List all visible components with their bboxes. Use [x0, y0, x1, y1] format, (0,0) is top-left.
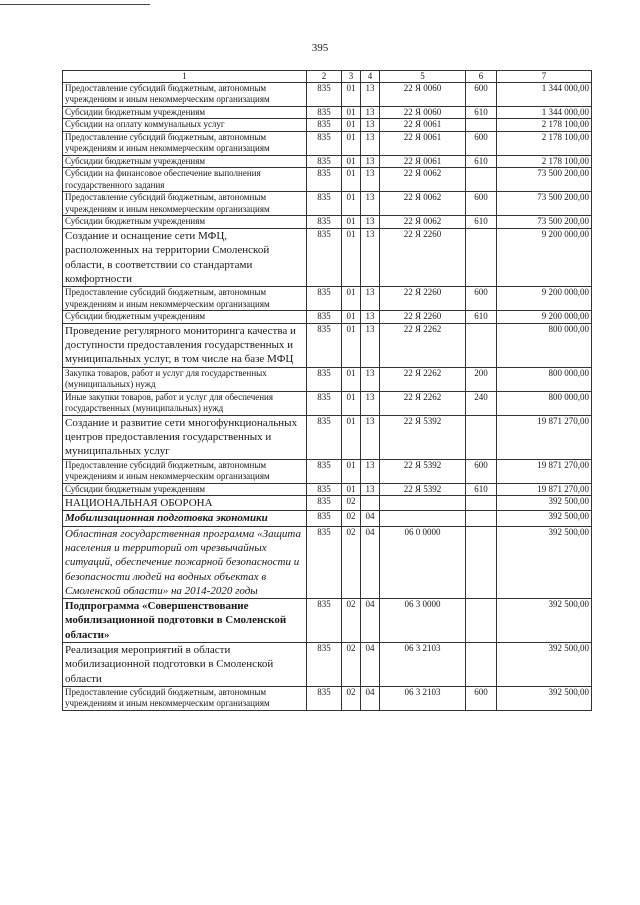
row-target-article: 22 Я 5392	[380, 459, 466, 483]
row-subsection: 13	[361, 192, 380, 216]
row-subsection: 13	[361, 82, 380, 106]
row-admin-code: 835	[307, 526, 342, 598]
corner-line	[0, 4, 150, 5]
row-target-article: 22 Я 0060	[380, 106, 466, 119]
row-subsection: 13	[361, 415, 380, 459]
row-amount: 800 000,00	[497, 391, 592, 415]
row-expense-type	[466, 323, 497, 367]
row-target-article: 22 Я 2260	[380, 228, 466, 286]
table-row	[63, 216, 592, 229]
row-amount: 2 178 100,00	[497, 155, 592, 168]
table-row	[63, 367, 592, 391]
row-target-article: 22 Я 5392	[380, 415, 466, 459]
row-admin-code: 835	[307, 119, 342, 132]
row-name: Субсидии бюджетным учреждениям	[63, 155, 307, 168]
row-amount: 392 500,00	[497, 526, 592, 598]
table-row	[63, 228, 592, 286]
row-expense-type	[466, 511, 497, 526]
row-name: Подпрограмма «Совершенствование мобилизационной подготовки в Смоленской области»	[63, 599, 307, 643]
table-row	[63, 459, 592, 483]
row-subsection: 13	[361, 168, 380, 192]
row-name: Предоставление субсидий бюджетным, автономным учреждениям и иным некоммерческим организациям	[63, 82, 307, 106]
table-row	[63, 155, 592, 168]
row-expense-type: 610	[466, 311, 497, 324]
header-cell: 5	[380, 71, 466, 83]
table-row	[63, 287, 592, 311]
row-amount: 800 000,00	[497, 367, 592, 391]
row-name: Субсидии бюджетным учреждениям	[63, 106, 307, 119]
row-amount: 392 500,00	[497, 599, 592, 643]
row-target-article: 22 Я 5392	[380, 483, 466, 496]
row-section: 01	[342, 323, 361, 367]
row-expense-type: 600	[466, 287, 497, 311]
row-expense-type: 600	[466, 82, 497, 106]
row-amount: 9 200 000,00	[497, 228, 592, 286]
row-target-article: 22 Я 2262	[380, 323, 466, 367]
table-row	[63, 483, 592, 496]
row-expense-type	[466, 415, 497, 459]
row-expense-type: 600	[466, 131, 497, 155]
row-name: Иные закупки товаров, работ и услуг для обеспечения государственных (муниципальных) нужд	[63, 391, 307, 415]
row-target-article: 22 Я 0061	[380, 155, 466, 168]
row-target-article: 22 Я 0062	[380, 168, 466, 192]
table-row	[63, 106, 592, 119]
row-admin-code: 835	[307, 367, 342, 391]
row-admin-code: 835	[307, 415, 342, 459]
table-body	[63, 71, 592, 711]
row-name: Субсидии на оплату коммунальных услуг	[63, 119, 307, 132]
row-target-article: 22 Я 2262	[380, 391, 466, 415]
row-name: Субсидии на финансовое обеспечение выполнения государственного задания	[63, 168, 307, 192]
row-subsection: 13	[361, 459, 380, 483]
table-row	[63, 526, 592, 598]
header-row	[63, 71, 592, 83]
row-expense-type: 600	[466, 459, 497, 483]
row-subsection: 13	[361, 106, 380, 119]
row-section: 01	[342, 311, 361, 324]
row-amount: 392 500,00	[497, 686, 592, 710]
row-amount: 1 344 000,00	[497, 82, 592, 106]
row-amount: 392 500,00	[497, 511, 592, 526]
row-amount: 2 178 100,00	[497, 131, 592, 155]
row-target-article: 22 Я 2260	[380, 287, 466, 311]
row-amount: 9 200 000,00	[497, 287, 592, 311]
row-section: 01	[342, 168, 361, 192]
row-target-article	[380, 511, 466, 526]
row-name: Мобилизационная подготовка экономики	[63, 511, 307, 526]
row-expense-type: 610	[466, 216, 497, 229]
row-admin-code: 835	[307, 391, 342, 415]
row-expense-type	[466, 526, 497, 598]
row-target-article: 22 Я 0061	[380, 119, 466, 132]
row-subsection: 13	[361, 391, 380, 415]
row-amount: 2 178 100,00	[497, 119, 592, 132]
row-expense-type: 610	[466, 106, 497, 119]
row-admin-code: 835	[307, 496, 342, 511]
row-name: Областная государственная программа «Защита населения и территорий от чрезвычайных ситуаций, обеспечение пожарной безопасности и безопасности людей на водных объектах в Смоленской области» на 2014-2020 годы	[63, 526, 307, 598]
row-subsection: 13	[361, 216, 380, 229]
row-expense-type	[466, 119, 497, 132]
row-subsection: 04	[361, 526, 380, 598]
row-admin-code: 835	[307, 131, 342, 155]
row-name: НАЦИОНАЛЬНАЯ ОБОРОНА	[63, 496, 307, 511]
row-section: 01	[342, 391, 361, 415]
row-subsection: 04	[361, 511, 380, 526]
row-admin-code: 835	[307, 168, 342, 192]
row-target-article: 22 Я 2260	[380, 311, 466, 324]
row-expense-type: 610	[466, 483, 497, 496]
row-expense-type: 600	[466, 686, 497, 710]
row-amount: 392 500,00	[497, 496, 592, 511]
row-name: Проведение регулярного мониторинга качества и доступности предоставления государственных и муниципальных услуг, в том числе на базе МФЦ	[63, 323, 307, 367]
row-subsection: 13	[361, 131, 380, 155]
row-admin-code: 835	[307, 287, 342, 311]
table-row	[63, 496, 592, 511]
row-name: Предоставление субсидий бюджетным, автономным учреждениям и иным некоммерческим организациям	[63, 287, 307, 311]
budget-table	[62, 70, 592, 711]
row-target-article: 22 Я 0061	[380, 131, 466, 155]
row-section: 01	[342, 367, 361, 391]
row-section: 01	[342, 119, 361, 132]
row-section: 01	[342, 82, 361, 106]
row-section: 02	[342, 526, 361, 598]
table-row	[63, 323, 592, 367]
row-expense-type	[466, 228, 497, 286]
row-section: 01	[342, 106, 361, 119]
table-row	[63, 643, 592, 687]
row-name: Предоставление субсидий бюджетным, автономным учреждениям и иным некоммерческим организациям	[63, 192, 307, 216]
row-admin-code: 835	[307, 192, 342, 216]
row-amount: 73 500 200,00	[497, 168, 592, 192]
table-row	[63, 168, 592, 192]
row-subsection: 13	[361, 367, 380, 391]
table-row	[63, 192, 592, 216]
row-subsection: 04	[361, 643, 380, 687]
header-cell: 6	[466, 71, 497, 83]
row-target-article: 22 Я 0062	[380, 192, 466, 216]
row-target-article: 22 Я 0062	[380, 216, 466, 229]
table-row	[63, 311, 592, 324]
row-section: 01	[342, 228, 361, 286]
row-admin-code: 835	[307, 155, 342, 168]
row-section: 02	[342, 686, 361, 710]
row-subsection	[361, 496, 380, 511]
row-amount: 73 500 200,00	[497, 192, 592, 216]
row-section: 01	[342, 483, 361, 496]
row-expense-type	[466, 168, 497, 192]
header-cell: 2	[307, 71, 342, 83]
header-cell: 4	[361, 71, 380, 83]
row-subsection: 13	[361, 323, 380, 367]
row-admin-code: 835	[307, 323, 342, 367]
row-expense-type	[466, 599, 497, 643]
row-section: 01	[342, 216, 361, 229]
row-amount: 73 500 200,00	[497, 216, 592, 229]
row-expense-type: 610	[466, 155, 497, 168]
row-subsection: 13	[361, 483, 380, 496]
row-name: Создание и развитие сети многофункциональных центров предоставления государственных и муниципальных услуг	[63, 415, 307, 459]
row-name: Предоставление субсидий бюджетным, автономным учреждениям и иным некоммерческим организациям	[63, 686, 307, 710]
row-admin-code: 835	[307, 643, 342, 687]
row-admin-code: 835	[307, 311, 342, 324]
row-amount: 9 200 000,00	[497, 311, 592, 324]
row-name: Предоставление субсидий бюджетным, автономным учреждениям и иным некоммерческим организациям	[63, 131, 307, 155]
row-section: 01	[342, 155, 361, 168]
row-amount: 392 500,00	[497, 643, 592, 687]
row-admin-code: 835	[307, 82, 342, 106]
row-subsection: 04	[361, 599, 380, 643]
row-subsection: 04	[361, 686, 380, 710]
row-section: 01	[342, 192, 361, 216]
row-target-article: 06 3 2103	[380, 643, 466, 687]
row-section: 01	[342, 459, 361, 483]
row-name: Субсидии бюджетным учреждениям	[63, 311, 307, 324]
row-expense-type	[466, 496, 497, 511]
row-amount: 800 000,00	[497, 323, 592, 367]
row-admin-code: 835	[307, 459, 342, 483]
row-subsection: 13	[361, 228, 380, 286]
row-admin-code: 835	[307, 483, 342, 496]
header-cell: 3	[342, 71, 361, 83]
header-cell: 7	[497, 71, 592, 83]
row-amount: 19 871 270,00	[497, 415, 592, 459]
table-row	[63, 119, 592, 132]
row-admin-code: 835	[307, 686, 342, 710]
row-subsection: 13	[361, 119, 380, 132]
row-section: 02	[342, 496, 361, 511]
row-admin-code: 835	[307, 216, 342, 229]
row-name: Предоставление субсидий бюджетным, автономным учреждениям и иным некоммерческим организациям	[63, 459, 307, 483]
row-expense-type	[466, 643, 497, 687]
row-target-article	[380, 496, 466, 511]
table-row	[63, 599, 592, 643]
table-row	[63, 391, 592, 415]
row-amount: 1 344 000,00	[497, 106, 592, 119]
row-admin-code: 835	[307, 106, 342, 119]
row-amount: 19 871 270,00	[497, 459, 592, 483]
table-row	[63, 415, 592, 459]
row-expense-type: 600	[466, 192, 497, 216]
row-name: Субсидии бюджетным учреждениям	[63, 216, 307, 229]
row-subsection: 13	[361, 311, 380, 324]
row-expense-type: 240	[466, 391, 497, 415]
row-name: Создание и оснащение сети МФЦ, расположенных на территории Смоленской области, в соответствии со стандартами комфортности	[63, 228, 307, 286]
table-row	[63, 131, 592, 155]
row-section: 01	[342, 287, 361, 311]
row-admin-code: 835	[307, 599, 342, 643]
table-row	[63, 511, 592, 526]
row-target-article: 22 Я 0060	[380, 82, 466, 106]
row-name: Субсидии бюджетным учреждениям	[63, 483, 307, 496]
row-target-article: 22 Я 2262	[380, 367, 466, 391]
row-subsection: 13	[361, 155, 380, 168]
row-name: Закупка товаров, работ и услуг для государственных (муниципальных) нужд	[63, 367, 307, 391]
row-subsection: 13	[361, 287, 380, 311]
page-number: 395	[311, 42, 329, 54]
row-section: 01	[342, 131, 361, 155]
row-section: 02	[342, 643, 361, 687]
row-admin-code: 835	[307, 511, 342, 526]
row-admin-code: 835	[307, 228, 342, 286]
row-section: 02	[342, 511, 361, 526]
row-expense-type: 200	[466, 367, 497, 391]
row-target-article: 06 0 0000	[380, 526, 466, 598]
header-cell: 1	[63, 71, 307, 83]
row-section: 02	[342, 599, 361, 643]
table-row	[63, 82, 592, 106]
row-amount: 19 871 270,00	[497, 483, 592, 496]
row-name: Реализация мероприятий в области мобилизационной подготовки в Смоленской области	[63, 643, 307, 687]
table-row	[63, 686, 592, 710]
row-section: 01	[342, 415, 361, 459]
row-target-article: 06 3 2103	[380, 686, 466, 710]
row-target-article: 06 3 0000	[380, 599, 466, 643]
